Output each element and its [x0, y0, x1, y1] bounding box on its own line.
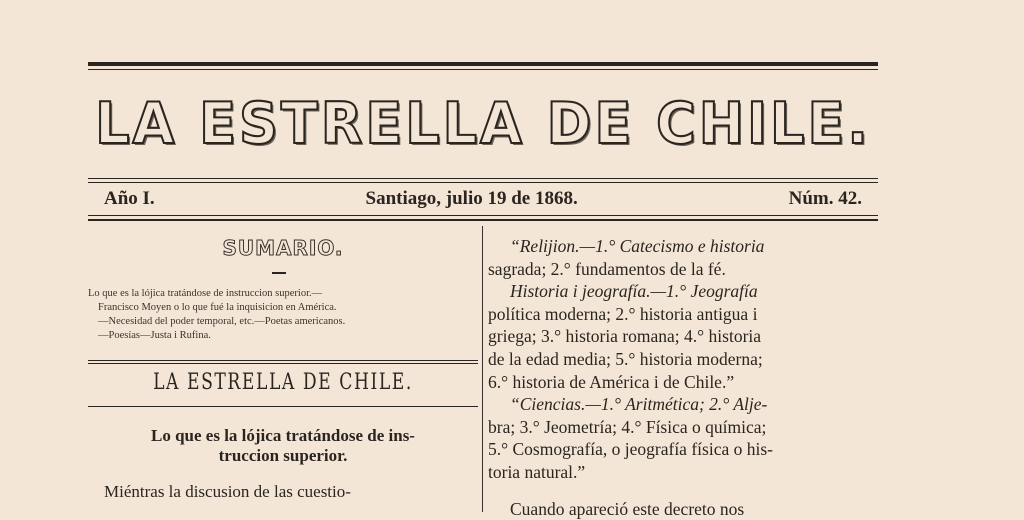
- place-date: Santiago, julio 19 de 1868.: [365, 188, 578, 209]
- dateline-rule-bottom-2: [88, 219, 878, 221]
- top-rule-thick: [88, 62, 878, 66]
- text-line: Cuando apareció este decreto nos: [510, 498, 745, 519]
- dateline-rule-top-2: [88, 182, 878, 183]
- top-rule-thin: [88, 69, 878, 70]
- section-rule-top-2: [88, 363, 478, 364]
- dateline-rule-top: [88, 178, 878, 179]
- right-column-text: [488, 235, 880, 520]
- dateline: [104, 188, 862, 210]
- sumario-line: Lo que es la lójica tratándose de instruccion superior.—: [88, 288, 323, 299]
- text-line: 6.° historia de América i de Chile.”: [488, 371, 735, 392]
- sumario-title: SUMARIO.: [222, 236, 344, 260]
- text-line: bra; 3.° Jeometría; 4.° Física o química;: [488, 416, 767, 437]
- article-title-line: Lo que es la lójica tratándose de ins-: [151, 426, 415, 445]
- text-line: griega; 3.° historia romana; 4.° historia: [488, 326, 762, 347]
- section-heading: LA ESTRELLA DE CHILE.: [153, 370, 413, 395]
- article-title-line: truccion superior.: [218, 446, 348, 465]
- sumario-line: —Necesidad del poder temporal, etc.—Poetas americanos.: [98, 316, 346, 327]
- text-line: toria natural.”: [488, 461, 586, 482]
- article-title: [84, 426, 482, 466]
- sumario-line: Francisco Moyen o lo que fué la inquisicion en América.: [98, 302, 337, 313]
- masthead-title: LA ESTRELLA DE CHILE.: [95, 90, 871, 157]
- text-line: [488, 280, 880, 303]
- dateline-rule-bottom: [88, 215, 878, 216]
- column-divider: [482, 226, 483, 512]
- issue-number: Núm. 42.: [788, 188, 862, 209]
- text-line: [488, 235, 880, 258]
- text-line-italic: Historia i jeografía.—1.° Jeografía: [510, 281, 758, 302]
- sumario-body: [88, 287, 480, 343]
- sumario-line: —Poesías—Justa i Rufina.: [98, 330, 211, 341]
- text-line: 5.° Cosmografía, o jeografía física o his-: [488, 439, 773, 460]
- text-line: sagrada; 2.° fundamentos de la fé.: [488, 258, 726, 279]
- text-line-italic: “Ciencias.—1.° Aritmética; 2.° Alje-: [510, 394, 768, 415]
- section-rule-bottom: [88, 406, 478, 407]
- text-line: política moderna; 2.° historia antigua i: [488, 303, 758, 324]
- year-label: Año I.: [104, 188, 155, 209]
- article-body-first-line: Miéntras la discusion de las cuestio-: [104, 482, 351, 501]
- text-line: [488, 393, 880, 416]
- text-line-italic: “Relijion.—1.° Catecismo e historia: [510, 236, 765, 256]
- text-line: de la edad media; 5.° historia moderna;: [488, 348, 763, 369]
- section-rule-top: [88, 360, 478, 361]
- sumario-dash: [272, 272, 286, 274]
